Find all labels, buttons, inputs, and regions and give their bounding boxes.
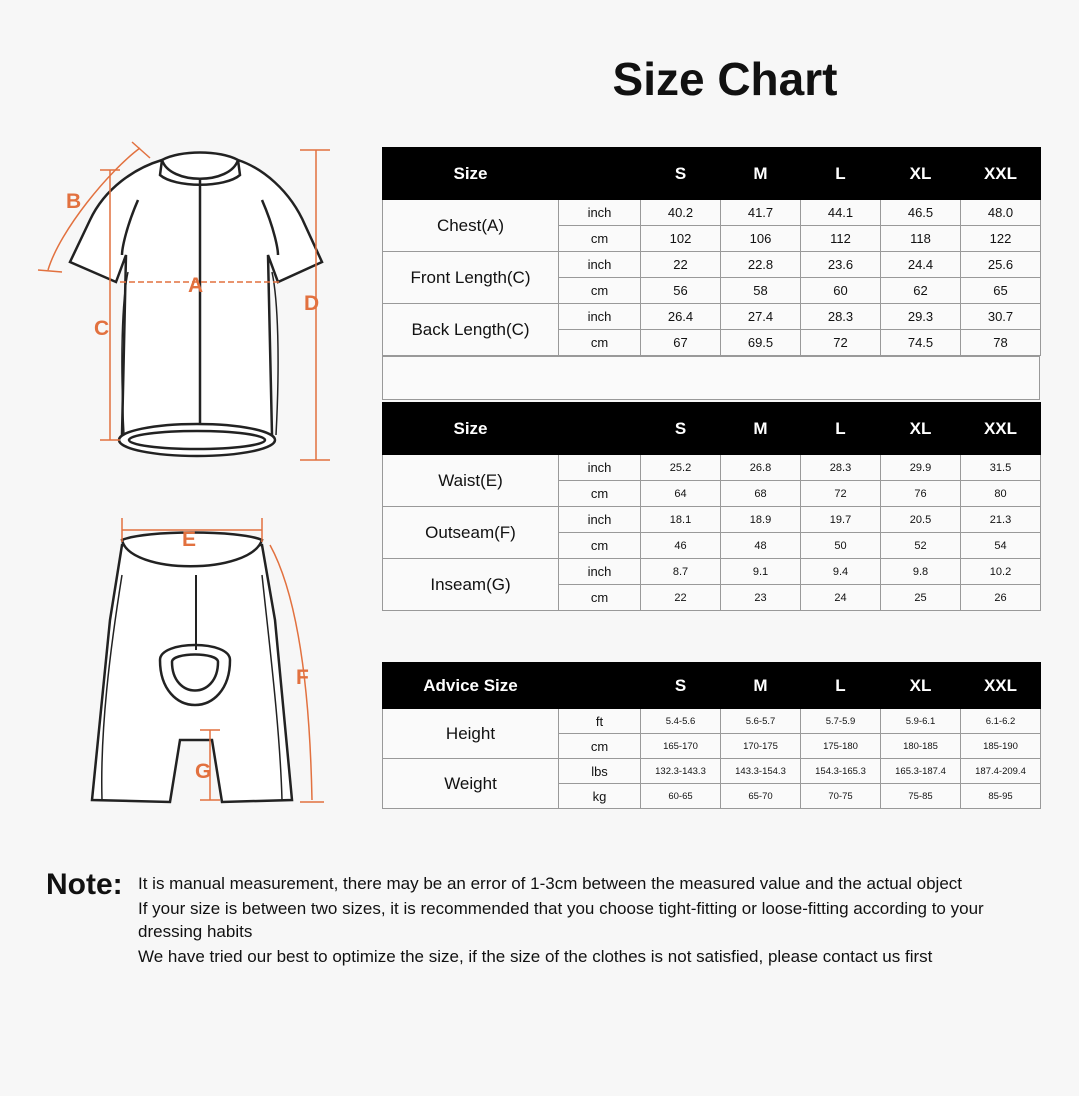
table-header-row bbox=[383, 403, 1041, 455]
value-cell: 24 bbox=[801, 585, 881, 611]
value-cell: 25 bbox=[881, 585, 961, 611]
unit-cell: cm bbox=[559, 481, 641, 507]
value-cell: 58 bbox=[721, 278, 801, 304]
value-cell: 5.9-6.1 bbox=[881, 709, 961, 734]
value-cell: 24.4 bbox=[881, 252, 961, 278]
value-cell: 9.8 bbox=[881, 559, 961, 585]
header-xxl: XXL bbox=[961, 403, 1041, 455]
unit-cell: cm bbox=[559, 734, 641, 759]
table-header-row bbox=[383, 148, 1041, 200]
page-title: Size Chart bbox=[612, 53, 838, 105]
table-row bbox=[383, 252, 1041, 278]
header-s: S bbox=[641, 663, 721, 709]
value-cell: 175-180 bbox=[801, 734, 881, 759]
unit-cell: inch bbox=[559, 507, 641, 533]
value-cell: 23.6 bbox=[801, 252, 881, 278]
header-advice-size: Advice Size bbox=[383, 663, 559, 709]
value-cell: 165-170 bbox=[641, 734, 721, 759]
value-cell: 118 bbox=[881, 226, 961, 252]
value-cell: 132.3-143.3 bbox=[641, 759, 721, 784]
value-cell: 56 bbox=[641, 278, 721, 304]
value-cell: 26.4 bbox=[641, 304, 721, 330]
value-cell: 62 bbox=[881, 278, 961, 304]
value-cell: 30.7 bbox=[961, 304, 1041, 330]
label-d: D bbox=[304, 292, 320, 315]
note-lines bbox=[138, 872, 1038, 969]
value-cell: 9.4 bbox=[801, 559, 881, 585]
label-g: G bbox=[195, 760, 212, 783]
unit-cell: kg bbox=[559, 784, 641, 809]
value-cell: 54 bbox=[961, 533, 1041, 559]
header-blank bbox=[559, 148, 641, 200]
label-a: A bbox=[188, 274, 204, 297]
shorts-illustration bbox=[92, 533, 292, 803]
table-row bbox=[383, 709, 1041, 734]
value-cell: 5.4-5.6 bbox=[641, 709, 721, 734]
value-cell: 25.2 bbox=[641, 455, 721, 481]
value-cell: 5.6-5.7 bbox=[721, 709, 801, 734]
measurement-label: Inseam(G) bbox=[383, 559, 559, 611]
value-cell: 50 bbox=[801, 533, 881, 559]
value-cell: 18.1 bbox=[641, 507, 721, 533]
jersey-size-table bbox=[382, 147, 1041, 356]
measurement-label: Weight bbox=[383, 759, 559, 809]
value-cell: 67 bbox=[641, 330, 721, 356]
unit-cell: inch bbox=[559, 252, 641, 278]
value-cell: 180-185 bbox=[881, 734, 961, 759]
value-cell: 143.3-154.3 bbox=[721, 759, 801, 784]
value-cell: 78 bbox=[961, 330, 1041, 356]
value-cell: 65-70 bbox=[721, 784, 801, 809]
header-m: M bbox=[721, 663, 801, 709]
label-c: C bbox=[94, 317, 110, 340]
value-cell: 8.7 bbox=[641, 559, 721, 585]
value-cell: 41.7 bbox=[721, 200, 801, 226]
table-row bbox=[383, 455, 1041, 481]
unit-cell: cm bbox=[559, 330, 641, 356]
table-row bbox=[383, 559, 1041, 585]
value-cell: 48.0 bbox=[961, 200, 1041, 226]
value-cell: 46 bbox=[641, 533, 721, 559]
value-cell: 76 bbox=[881, 481, 961, 507]
value-cell: 64 bbox=[641, 481, 721, 507]
value-cell: 46.5 bbox=[881, 200, 961, 226]
value-cell: 102 bbox=[641, 226, 721, 252]
value-cell: 27.4 bbox=[721, 304, 801, 330]
jersey-illustration bbox=[70, 153, 322, 457]
value-cell: 72 bbox=[801, 481, 881, 507]
value-cell: 20.5 bbox=[881, 507, 961, 533]
unit-cell: cm bbox=[559, 226, 641, 252]
value-cell: 28.3 bbox=[801, 455, 881, 481]
note-line: If your size is between two sizes, it is recommended that you choose tight-fitting or loose-fitting according to your dressing habits bbox=[138, 898, 984, 941]
header-xxl: XXL bbox=[961, 148, 1041, 200]
unit-cell: cm bbox=[559, 278, 641, 304]
value-cell: 68 bbox=[721, 481, 801, 507]
label-f: F bbox=[296, 666, 309, 689]
value-cell: 29.9 bbox=[881, 455, 961, 481]
value-cell: 85-95 bbox=[961, 784, 1041, 809]
label-e: E bbox=[182, 528, 197, 551]
header-size: Size bbox=[383, 403, 559, 455]
value-cell: 112 bbox=[801, 226, 881, 252]
value-cell: 40.2 bbox=[641, 200, 721, 226]
value-cell: 31.5 bbox=[961, 455, 1041, 481]
value-cell: 29.3 bbox=[881, 304, 961, 330]
measurement-label: Waist(E) bbox=[383, 455, 559, 507]
value-cell: 9.1 bbox=[721, 559, 801, 585]
table-row bbox=[383, 200, 1041, 226]
value-cell: 5.7-5.9 bbox=[801, 709, 881, 734]
unit-cell: lbs bbox=[559, 759, 641, 784]
measurement-label: Chest(A) bbox=[383, 200, 559, 252]
header-l: L bbox=[801, 148, 881, 200]
value-cell: 44.1 bbox=[801, 200, 881, 226]
measurement-label: Back Length(C) bbox=[383, 304, 559, 356]
value-cell: 21.3 bbox=[961, 507, 1041, 533]
value-cell: 60 bbox=[801, 278, 881, 304]
header-blank bbox=[559, 663, 641, 709]
value-cell: 52 bbox=[881, 533, 961, 559]
header-s: S bbox=[641, 148, 721, 200]
header-xl: XL bbox=[881, 663, 961, 709]
value-cell: 170-175 bbox=[721, 734, 801, 759]
table-row bbox=[383, 759, 1041, 784]
header-s: S bbox=[641, 403, 721, 455]
measurement-label: Height bbox=[383, 709, 559, 759]
unit-cell: inch bbox=[559, 200, 641, 226]
value-cell: 165.3-187.4 bbox=[881, 759, 961, 784]
value-cell: 22 bbox=[641, 252, 721, 278]
table-header-row bbox=[383, 663, 1041, 709]
value-cell: 26 bbox=[961, 585, 1041, 611]
table-row bbox=[383, 507, 1041, 533]
header-blank bbox=[559, 403, 641, 455]
value-cell: 25.6 bbox=[961, 252, 1041, 278]
measurement-label: Front Length(C) bbox=[383, 252, 559, 304]
value-cell: 60-65 bbox=[641, 784, 721, 809]
note-line: It is manual measurement, there may be an error of 1-3cm between the measured value and the actual object bbox=[138, 874, 963, 893]
measurement-label: Outseam(F) bbox=[383, 507, 559, 559]
value-cell: 70-75 bbox=[801, 784, 881, 809]
value-cell: 22 bbox=[641, 585, 721, 611]
value-cell: 10.2 bbox=[961, 559, 1041, 585]
header-m: M bbox=[721, 148, 801, 200]
unit-cell: ft bbox=[559, 709, 641, 734]
value-cell: 6.1-6.2 bbox=[961, 709, 1041, 734]
header-xl: XL bbox=[881, 403, 961, 455]
header-size: Size bbox=[383, 148, 559, 200]
unit-cell: inch bbox=[559, 304, 641, 330]
value-cell: 23 bbox=[721, 585, 801, 611]
advice-size-table bbox=[382, 662, 1041, 809]
value-cell: 74.5 bbox=[881, 330, 961, 356]
value-cell: 26.8 bbox=[721, 455, 801, 481]
value-cell: 122 bbox=[961, 226, 1041, 252]
value-cell: 19.7 bbox=[801, 507, 881, 533]
value-cell: 48 bbox=[721, 533, 801, 559]
value-cell: 154.3-165.3 bbox=[801, 759, 881, 784]
unit-cell: inch bbox=[559, 559, 641, 585]
value-cell: 18.9 bbox=[721, 507, 801, 533]
header-m: M bbox=[721, 403, 801, 455]
value-cell: 185-190 bbox=[961, 734, 1041, 759]
value-cell: 187.4-209.4 bbox=[961, 759, 1041, 784]
note-line: We have tried our best to optimize the size, if the size of the clothes is not satisfied, please contact us first bbox=[138, 946, 933, 966]
value-cell: 22.8 bbox=[721, 252, 801, 278]
value-cell: 106 bbox=[721, 226, 801, 252]
table-spacer bbox=[382, 356, 1040, 400]
value-cell: 72 bbox=[801, 330, 881, 356]
unit-cell: cm bbox=[559, 533, 641, 559]
label-b: B bbox=[66, 190, 82, 213]
value-cell: 28.3 bbox=[801, 304, 881, 330]
value-cell: 75-85 bbox=[881, 784, 961, 809]
header-l: L bbox=[801, 663, 881, 709]
value-cell: 69.5 bbox=[721, 330, 801, 356]
unit-cell: cm bbox=[559, 585, 641, 611]
shorts-size-table bbox=[382, 402, 1041, 611]
note-label: Note: bbox=[46, 868, 123, 901]
value-cell: 80 bbox=[961, 481, 1041, 507]
header-l: L bbox=[801, 403, 881, 455]
header-xxl: XXL bbox=[961, 663, 1041, 709]
table-row bbox=[383, 304, 1041, 330]
header-xl: XL bbox=[881, 148, 961, 200]
value-cell: 65 bbox=[961, 278, 1041, 304]
unit-cell: inch bbox=[559, 455, 641, 481]
